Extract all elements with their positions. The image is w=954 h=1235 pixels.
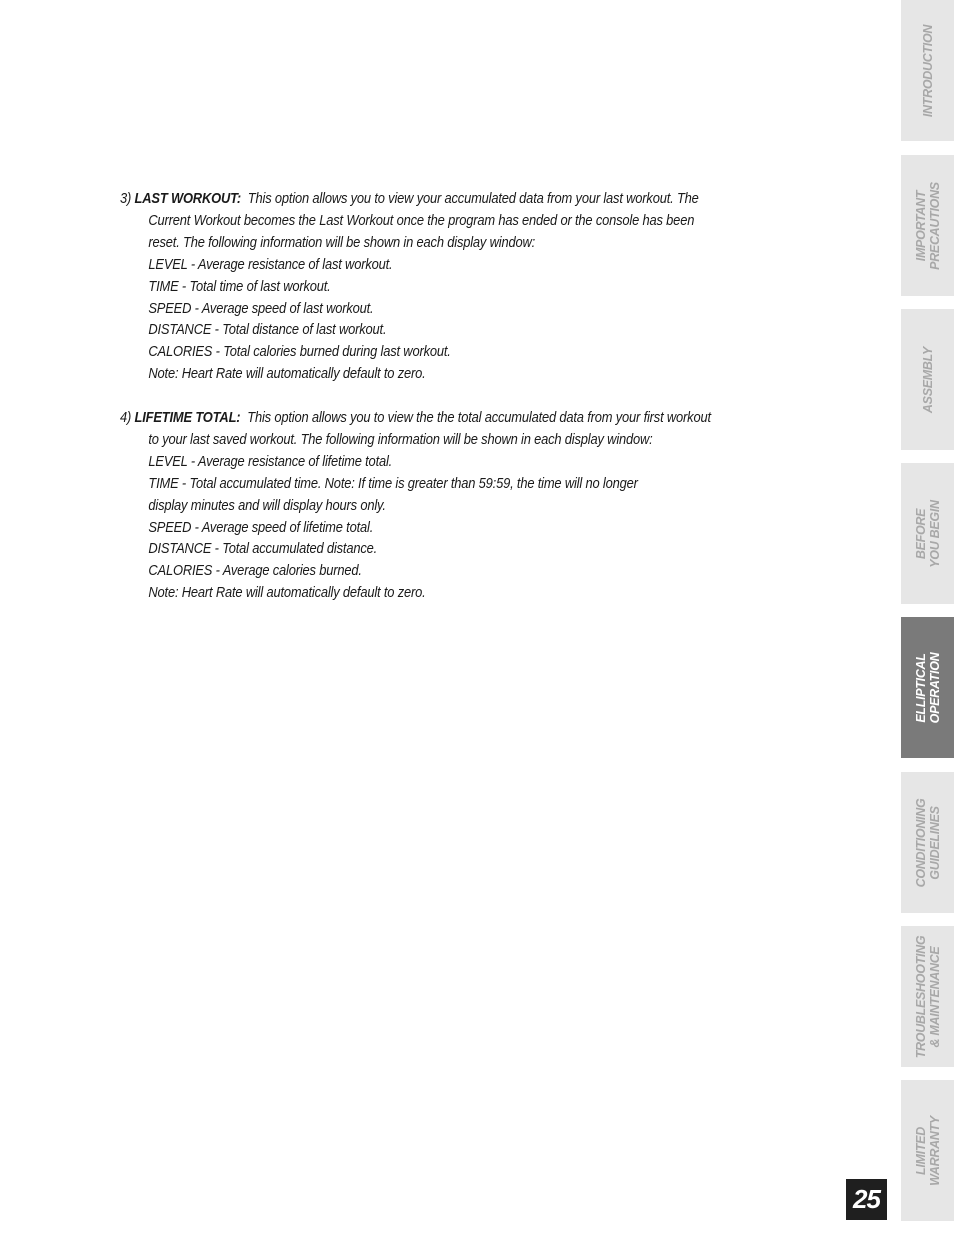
tab-label: CONDITIONING GUIDELINES <box>913 798 942 887</box>
time-description: TIME - Total accumulated time. Note: If time is greater than 59:59, the time will no longer <box>148 474 638 492</box>
section-heading: LIFETIME TOTAL: <box>134 409 241 427</box>
distance-description: DISTANCE - Total distance of last workout. <box>148 321 387 339</box>
tab-conditioning-guidelines[interactable] <box>901 772 954 913</box>
section-intro-text: This option allows you to view the the total accumulated data from your first workout <box>247 409 711 427</box>
tab-label: TROUBLESHOOTING & MAINTENANCE <box>913 935 942 1058</box>
calories-description: CALORIES - Total calories burned during last workout. <box>148 343 451 361</box>
tab-label: IMPORTANT PRECAUTIONS <box>913 181 942 270</box>
section-first-line <box>120 188 722 210</box>
level-description: LEVEL - Average resistance of lifetime total. <box>148 452 393 470</box>
heart-rate-note: Note: Heart Rate will automatically default to zero. <box>148 584 426 602</box>
tab-assembly[interactable] <box>901 309 954 450</box>
section-first-line <box>120 407 722 429</box>
manual-content <box>120 188 722 604</box>
tab-label: ASSEMBLY <box>920 346 935 413</box>
level-description: LEVEL - Average resistance of last workout. <box>148 255 393 273</box>
distance-description: DISTANCE - Total accumulated distance. <box>148 540 378 558</box>
chapter-tabs-sidebar <box>901 0 954 1235</box>
speed-description: SPEED - Average speed of last workout. <box>148 299 374 317</box>
section-number: 3) <box>120 190 132 207</box>
heart-rate-note: Note: Heart Rate will automatically default to zero. <box>148 365 426 383</box>
tab-limited-warranty[interactable] <box>901 1080 954 1221</box>
tab-label: BEFORE YOU BEGIN <box>913 499 942 568</box>
tab-elliptical-operation[interactable] <box>901 617 954 758</box>
tab-label: ELLIPTICAL OPERATION <box>913 652 942 723</box>
tab-troubleshooting-maintenance[interactable] <box>901 926 954 1067</box>
tab-before-you-begin[interactable] <box>901 463 954 604</box>
text-line: to your last saved workout. The following information will be shown in each display window: <box>148 430 653 448</box>
time-description: TIME - Total time of last workout. <box>148 277 331 295</box>
tab-label: LIMITED WARRANTY <box>913 1115 942 1186</box>
section-number: 4) <box>120 409 132 427</box>
speed-description: SPEED - Average speed of lifetime total. <box>148 518 374 536</box>
last-workout-section <box>120 188 722 385</box>
tab-introduction[interactable] <box>901 0 954 141</box>
lifetime-total-section <box>120 407 722 604</box>
section-intro-text: This option allows you to view your accumulated data from your last workout. The <box>247 190 699 207</box>
tab-important-precautions[interactable] <box>901 155 954 296</box>
tab-label: INTRODUCTION <box>920 24 935 117</box>
time-description-continued: display minutes and will display hours only. <box>148 496 386 514</box>
calories-description: CALORIES - Average calories burned. <box>148 562 362 580</box>
text-line: Current Workout becomes the Last Workout once the program has ended or the console has been <box>148 211 695 229</box>
section-heading: LAST WORKOUT: <box>134 190 241 207</box>
page-number: 25 <box>846 1179 887 1220</box>
text-line: reset. The following information will be shown in each display window: <box>148 233 536 251</box>
